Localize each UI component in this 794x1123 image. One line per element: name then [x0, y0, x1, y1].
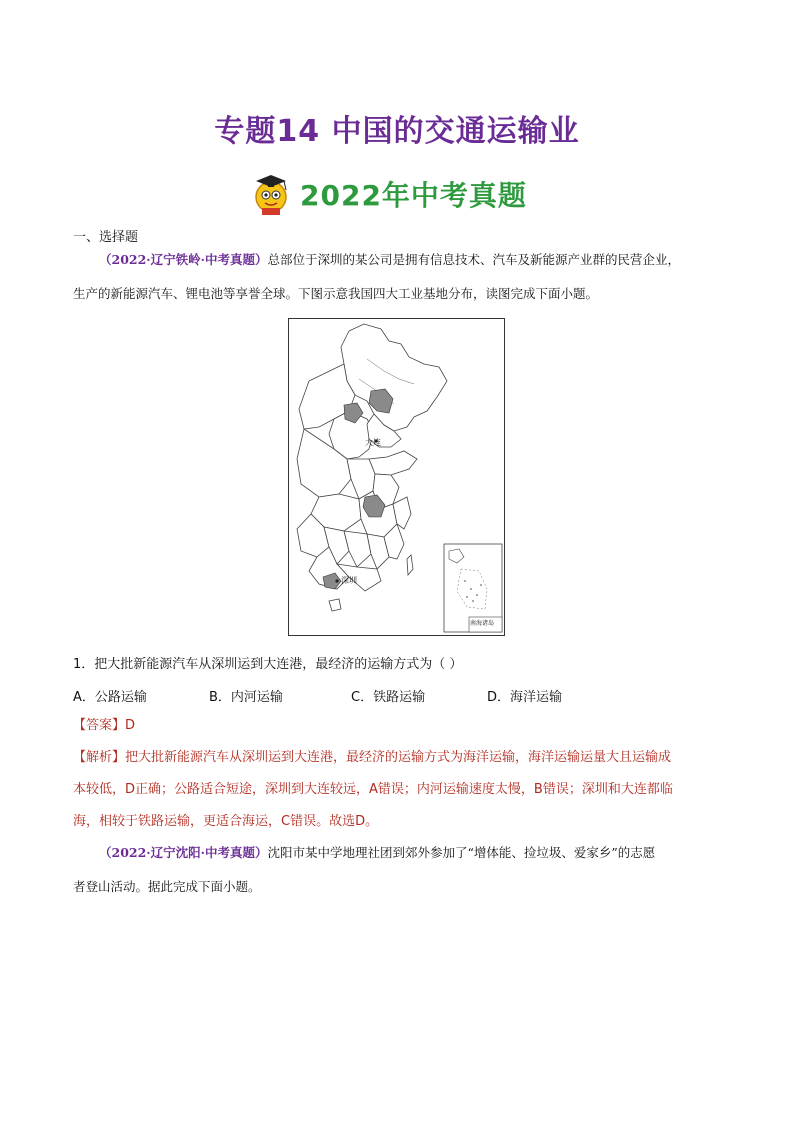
- answer-tag: 【答案】: [73, 718, 126, 733]
- section-heading: 一、选择题: [73, 230, 139, 245]
- option-a: A．公路运输: [73, 690, 147, 705]
- exam-mascot-logo: [248, 172, 294, 216]
- answer-1: [73, 710, 727, 838]
- page-title: 专题14 中国的交通运输业: [214, 114, 580, 149]
- question-1-options: [73, 686, 723, 705]
- subtitle-row: [248, 172, 527, 216]
- map-label-shenzhen: 深圳: [341, 576, 357, 585]
- passage-2-text-line1: 沈阳市某中学地理社团到郊外参加了“增体能、捡垃圾、爱家乡”的志愿: [267, 845, 656, 860]
- map-label-inset: 南海诸岛: [470, 620, 495, 627]
- shenzhen-city-dot: [335, 579, 338, 582]
- passage-2-text-line2: 者登山活动。据此完成下面小题。: [73, 879, 261, 894]
- passage-2-source: （2022·辽宁沈阳·中考真题）: [99, 845, 268, 860]
- china-east-map: [289, 319, 504, 635]
- answer-value: D: [125, 718, 136, 733]
- passage-2: [73, 836, 723, 904]
- passage-1-text-line2: 生产的新能源汽车、锂电池等享誉全球。下图示意我国四大工业基地分布，读图完成下面小题。: [73, 286, 599, 301]
- option-b: B．内河运输: [209, 690, 283, 705]
- passage-1-text-line1: 总部位于深圳的某公司是拥有信息技术、汽车及新能源产业群的民营企业，: [267, 252, 681, 267]
- analysis-line1: 把大批新能源汽车从深圳运到大连港，最经济的运输方式为海洋运输，海洋运输运量大且运输成: [125, 750, 672, 765]
- subtitle-text: 2022年中考真题: [300, 179, 527, 212]
- analysis-line2: 本较低，D正确；公路适合短途，深圳到大连较远，A错误；内河运输速度太慢，B错误；深圳和大连都临: [73, 782, 673, 797]
- option-d: D．海洋运输: [487, 690, 563, 705]
- question-1-stem: 1．把大批新能源汽车从深圳运到大连港，最经济的运输方式为（ ）: [73, 657, 463, 672]
- map-label-dalian: 大连: [365, 438, 381, 447]
- option-c: C．铁路运输: [351, 690, 426, 705]
- analysis-line3: 海，相较于铁路运输，更适合海运，C错误。故选D。: [73, 814, 379, 829]
- industrial-base-map: [288, 318, 505, 636]
- analysis-tag: 【解析】: [73, 750, 126, 765]
- passage-1: [73, 243, 723, 311]
- passage-1-source: （2022·辽宁铁岭·中考真题）: [99, 252, 268, 267]
